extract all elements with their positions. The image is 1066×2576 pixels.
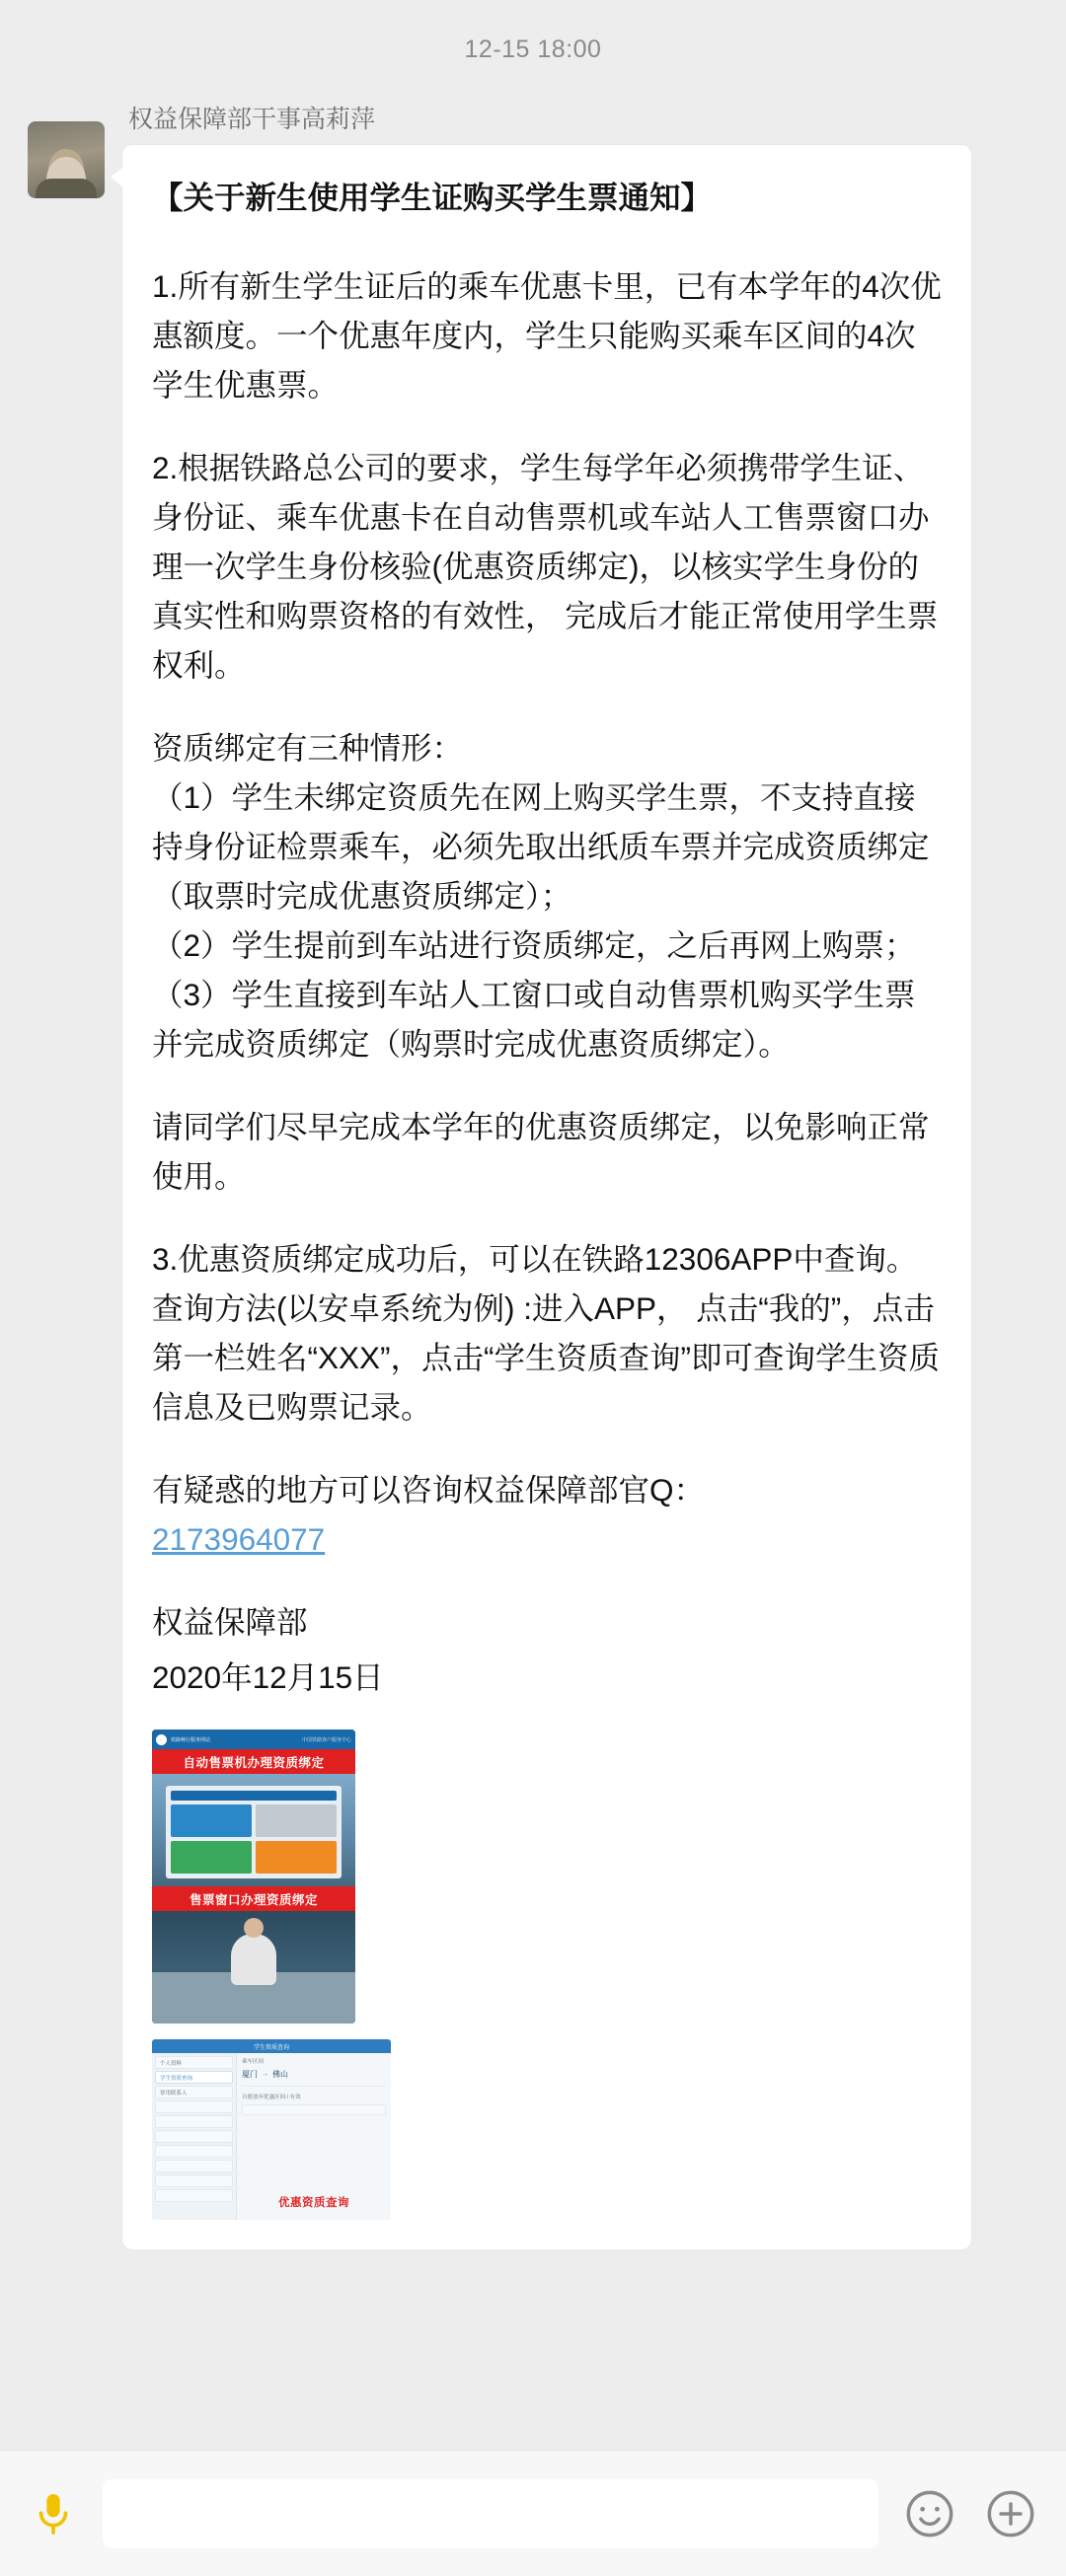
signature-date: 2020年12月15日 xyxy=(152,1659,384,1695)
microphone-icon[interactable] xyxy=(26,2486,81,2541)
appshot-menu-item xyxy=(155,2100,233,2113)
notice-binding-item-3: （3）学生直接到车站人工窗口或自动售票机购买学生票并完成资质绑定（购票时完成优惠资质绑定）。 xyxy=(152,977,916,1062)
appshot-menu-item: 个人资料 xyxy=(155,2056,233,2069)
appshot-divider xyxy=(242,2086,386,2087)
notice-binding-item-2: （2）学生提前到车站进行资质绑定，之后再网上购票； xyxy=(152,927,916,963)
machine-tile-2 xyxy=(256,1804,337,1837)
avatar-body-shape xyxy=(36,179,97,198)
message-timestamp: 12-15 18:00 xyxy=(464,36,602,63)
poster-kiosk-photo xyxy=(152,1774,355,1886)
machine-tile-1 xyxy=(171,1804,252,1837)
railway-logo-icon xyxy=(156,1734,167,1745)
notice-paragraph-2: 2.根据铁路总公司的要求，学生每学年必须携带学生证、身份证、乘车优惠卡在自动售票机或车站人工售票窗口办理一次学生身份核验(优惠资质绑定)，以核实学生身份的真实性和购票资格的有效性， 完成后才能正常使用学生票权利。 xyxy=(152,450,939,683)
staff-figure-shape xyxy=(231,1934,276,1985)
appshot-to-station: 佛山 xyxy=(272,2070,288,2079)
message-input-bar xyxy=(0,2450,1066,2576)
poster-app-subtitle: 中国铁路客户服务中心 xyxy=(301,1736,351,1743)
chat-message xyxy=(0,88,1066,2249)
poster-site-header xyxy=(152,1730,355,1749)
appshot-menu-item xyxy=(155,2130,233,2143)
appshot-menu-item xyxy=(155,2189,233,2202)
appshot-menu-item xyxy=(155,2115,233,2128)
plus-icon[interactable] xyxy=(981,2484,1040,2543)
appshot-header: 学生资质查询 xyxy=(152,2039,391,2053)
message-text-input[interactable] xyxy=(103,2479,878,2548)
app-screenshot-image[interactable] xyxy=(152,2039,391,2220)
poster-content xyxy=(152,1730,355,2024)
attached-images xyxy=(152,1730,942,2220)
appshot-menu-item: 常用联系人 xyxy=(155,2086,233,2098)
sender-avatar[interactable] xyxy=(28,121,105,198)
notice-title: 【关于新生使用学生证购买学生票通知】 xyxy=(152,180,713,215)
notice-binding-item-1: （1）学生未绑定资质先在网上购买学生票，不支持直接持身份证检票乘车，必须先取出纸质车票并完成资质绑定（取票时完成优惠资质绑定）； xyxy=(152,779,930,914)
machine-header-shape xyxy=(171,1791,337,1801)
appshot-detail-label: 自愿放弃优惠区间 / 有效 xyxy=(242,2095,301,2100)
machine-tile-4 xyxy=(256,1841,337,1874)
poster-app-title: 铁路畅行服务网站 xyxy=(171,1736,211,1743)
machine-button-grid xyxy=(171,1804,337,1874)
appshot-menu-list xyxy=(152,2053,237,2220)
poster-image[interactable] xyxy=(152,1730,355,2024)
emoji-icon[interactable] xyxy=(900,2484,959,2543)
notice-paragraph-1: 1.所有新生学生证后的乘车优惠卡里，已有本学年的4次优惠额度。一个优惠年度内，学生只能购买乘车区间的4次学生优惠票。 xyxy=(152,268,942,403)
machine-tile-3 xyxy=(171,1841,252,1874)
notice-contact-text: 有疑惑的地方可以咨询权益保障部官Q： xyxy=(152,1472,706,1508)
appshot-from-station: 厦门 xyxy=(242,2070,258,2079)
arrow-right-icon: → xyxy=(262,2071,268,2078)
appshot-menu-item xyxy=(155,2174,233,2187)
appshot-menu-item xyxy=(155,2145,233,2158)
notice-paragraph-4: 请同学们尽早完成本学年的优惠资质绑定，以免影响正常使用。 xyxy=(152,1109,930,1194)
poster-window-photo xyxy=(152,1911,355,2024)
appshot-red-annotation: 优惠资质查询 xyxy=(278,2197,349,2209)
appshot-menu-item xyxy=(155,2160,233,2172)
message-column xyxy=(122,88,971,2249)
notice-binding-heading: 资质绑定有三种情形： xyxy=(152,730,464,766)
appshot-field-box xyxy=(242,2104,386,2115)
signature-department: 权益保障部 xyxy=(152,1604,308,1640)
notice-contact-qq-line xyxy=(152,1514,942,1564)
appshot-route-row xyxy=(242,2069,386,2080)
appshot-body xyxy=(152,2053,391,2220)
sender-name: 权益保障部干事高莉萍 xyxy=(128,106,376,133)
ticket-machine-shape xyxy=(166,1786,342,1878)
appshot-route-label: 乘车区间 xyxy=(242,2059,265,2065)
appshot-main-panel xyxy=(237,2053,391,2220)
appshot-menu-item-selected: 学生资质查询 xyxy=(155,2071,233,2084)
notice-paragraph-5: 3.优惠资质绑定成功后，可以在铁路12306APP中查询。查询方法(以安卓系统为例) :进入APP， 点击“我的”，点击第一栏姓名“XXX”，点击“学生资质查询”即可查询学生资质信息及已购票记录。 xyxy=(152,1241,940,1425)
poster-band-2: 售票窗口办理资质绑定 xyxy=(152,1886,355,1911)
poster-band-1: 自动售票机办理资质绑定 xyxy=(152,1749,355,1774)
message-bubble[interactable] xyxy=(122,145,971,2249)
qq-number-link[interactable]: 2173964077 xyxy=(152,1521,326,1557)
